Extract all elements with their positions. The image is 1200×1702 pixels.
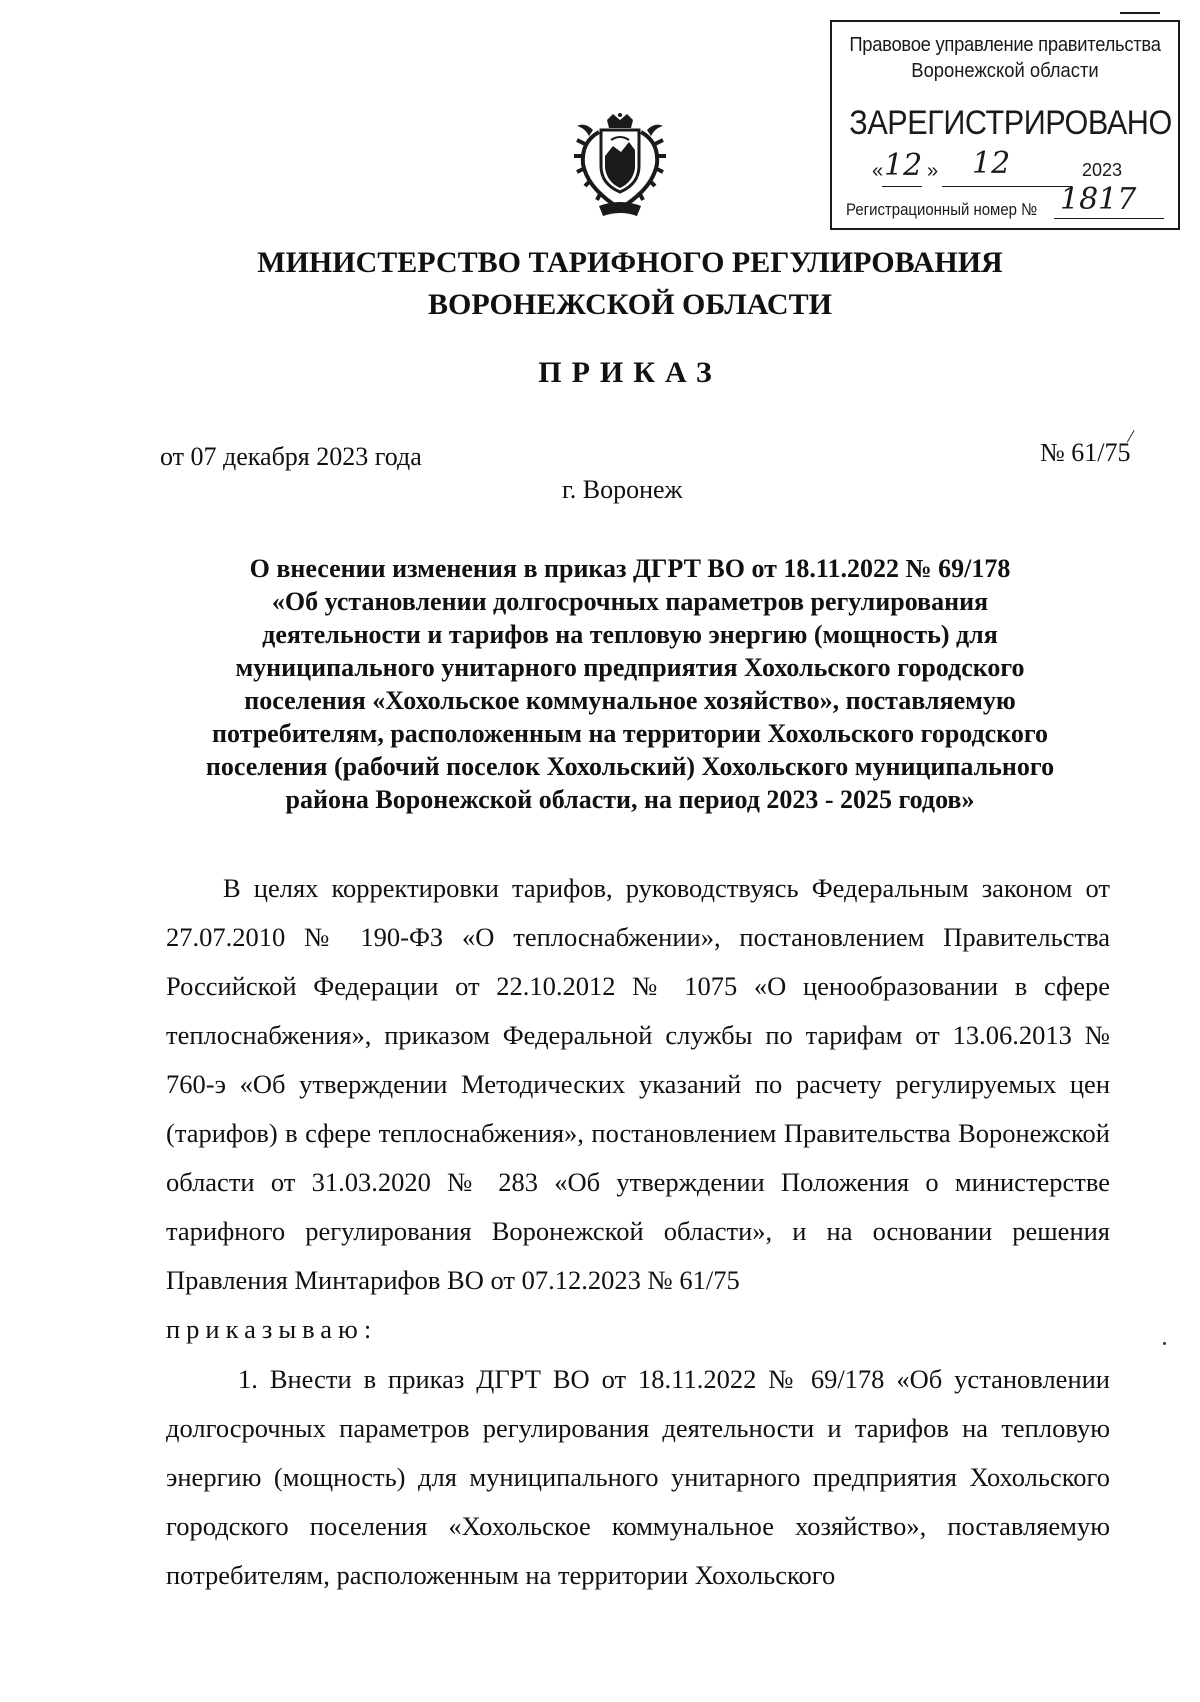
- title-line: поселения «Хохольское коммунальное хозяйство», поставляемую: [244, 686, 1016, 715]
- registration-stamp: [830, 20, 1180, 230]
- title-line: поселения (рабочий поселок Хохольский) Хохольского муниципального: [205, 752, 1055, 781]
- title-line: муниципального унитарного предприятия Хохольского городского: [235, 653, 1025, 682]
- stamp-mark: [1120, 12, 1160, 14]
- stamp-day: 12: [884, 148, 923, 183]
- stamp-year: 2023: [1082, 160, 1123, 180]
- stamp-open-quote: «: [872, 160, 884, 182]
- stamp-month: 12: [972, 146, 1011, 181]
- stamp-day-line: [882, 186, 922, 187]
- stamp-registered: ЗАРЕГИСТРИРОВАНО: [849, 104, 1172, 142]
- title-line: «Об установлении долгосрочных параметров регулирования: [271, 587, 989, 616]
- point-1-paragraph: 1. Внести в приказ ДГРТ ВО от 18.11.2022 № 69/178 «Об установлении долгосрочных параметров регулирования деятельности и тарифов на тепловую энергию (мощность) для муниципального унитарного предприятия Хохольского городского поселения «Хохольское коммунальное хозяйство», поставляемую потребителям, расположенным на территории Хохольского: [166, 1364, 1110, 1590]
- order-date: от 07 декабря 2023 года: [160, 442, 422, 471]
- stamp-reg-number-label: Регистрационный номер №: [846, 200, 1038, 219]
- order-city: г. Воронеж: [562, 475, 683, 504]
- title-line: О внесении изменения в приказ ДГРТ ВО от 18.11.2022 № 69/178: [249, 554, 1011, 583]
- order-number: № 61/75: [1040, 438, 1131, 467]
- ministry-region: ВОРОНЕЖСКОЙ ОБЛАСТИ: [428, 288, 832, 321]
- stamp-authority-line1: Правовое управление правительства: [849, 34, 1161, 56]
- title-line: деятельности и тарифов на тепловую энергию (мощность) для: [262, 620, 998, 649]
- stamp-reg-number: 1817: [1060, 182, 1137, 217]
- scan-mark: [1127, 430, 1137, 444]
- stamp-month-line: [942, 186, 1072, 187]
- stamp-authority-line2: Воронежской области: [911, 60, 1099, 82]
- ministry-name: МИНИСТЕРСТВО ТАРИФНОГО РЕГУЛИРОВАНИЯ: [257, 246, 1003, 279]
- order-title: [150, 552, 1110, 816]
- document-type: ПРИКАЗ: [538, 356, 722, 389]
- scan-mark: [1163, 1342, 1166, 1345]
- title-line: района Воронежской области, на период 2023 - 2025 годов»: [285, 785, 975, 814]
- order-word: приказываю:: [166, 1314, 378, 1344]
- title-line: потребителям, расположенным на территории Хохольского городского: [211, 719, 1049, 748]
- coat-of-arms-icon: [565, 112, 675, 222]
- stamp-close-quote: »: [927, 160, 939, 182]
- preamble-paragraph: В целях корректировки тарифов, руководствуясь Федеральным законом от 27.07.2010 № 190-ФЗ «О теплоснабжении», постановлением Правительства Российской Федерации от 22.10.2012 № 1075 «О ценообразовании в сфере теплоснабжения», приказом Федеральной службы по тарифам от 13.06.2013 № 760-э «Об утверждении Методических указаний по расчету регулируемых цен (тарифов) в сфере теплоснабжения», постановлением Правительства Воронежской области от 31.03.2020 № 283 «Об утверждении Положения о министерстве тарифного регулирования Воронежской области», и на основании решения Правления Минтарифов ВО от 07.12.2023 № 61/75: [166, 873, 1110, 1295]
- stamp-reg-number-line: [1054, 218, 1164, 219]
